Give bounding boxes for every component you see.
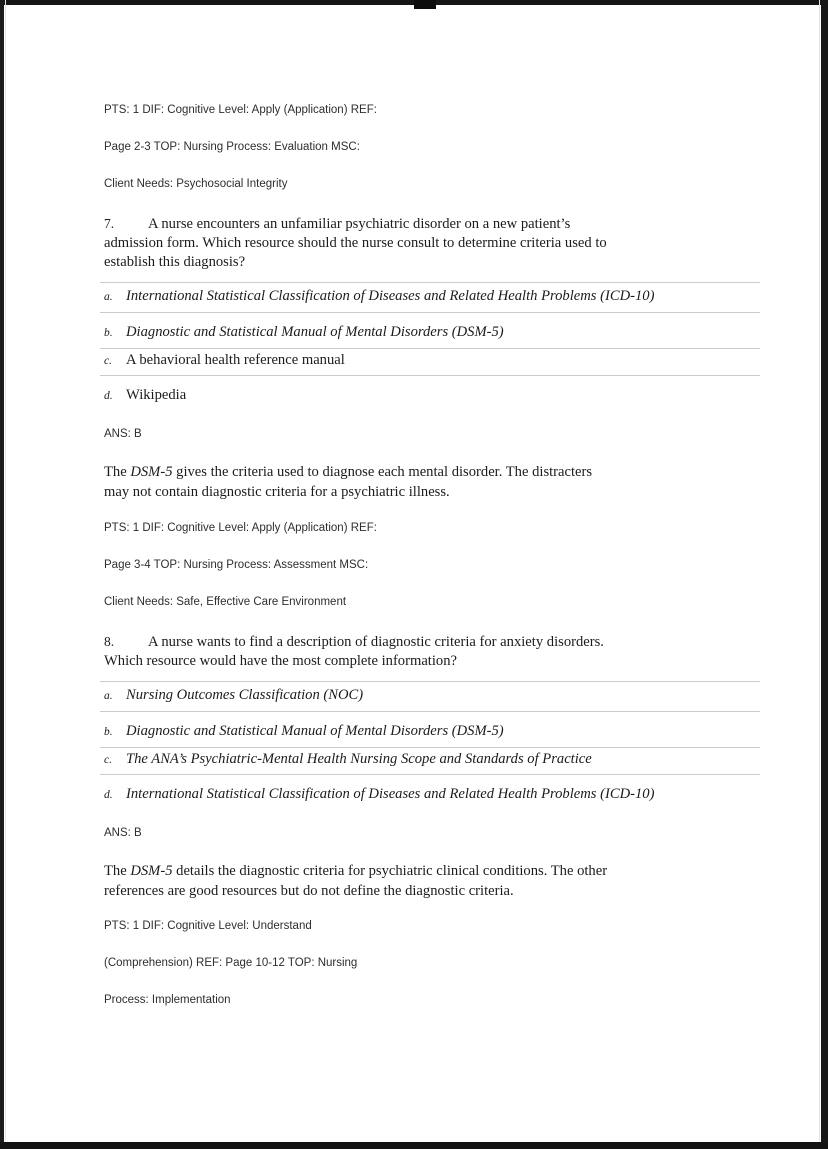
option-row [100, 349, 760, 376]
rationale-7-line1: The DSM-5 gives the criteria used to diagnose each mental disorder. The distracters [104, 464, 593, 480]
meta-page-line: Page 2-3 TOP: Nursing Process: Evaluation MSC: [104, 141, 360, 153]
frame-left-border [0, 0, 4, 1149]
option-letter: b. [104, 726, 113, 738]
question-8-number: 8. [104, 634, 115, 649]
question-7-line2: admission form. Which resource should the nurse consult to determine criteria used to [104, 235, 607, 251]
question-8 [104, 632, 760, 671]
meta-pts-line: PTS: 1 DIF: Cognitive Level: Understand [104, 920, 312, 932]
question-7-line3: establish this diagnosis? [104, 254, 246, 270]
meta-ref-line: (Comprehension) REF: Page 10-12 TOP: Nursing [104, 957, 358, 969]
option-text: International Statistical Classification of Diseases and Related Health Problems (ICD-10) [126, 288, 655, 304]
option-row [100, 681, 760, 712]
option-text: A behavioral health reference manual [126, 352, 345, 368]
option-text: Nursing Outcomes Classification (NOC) [126, 687, 364, 703]
frame-right-border [821, 0, 828, 1149]
question-8-line2: Which resource would have the most complete information? [104, 653, 457, 669]
rationale-7-line2: may not contain diagnostic criteria for a psychiatric illness. [104, 483, 450, 500]
question-8-line1: 8. A nurse wants to find a description of diagnostic criteria for anxiety disorders. [104, 634, 604, 650]
italic-term: DSM-5 [130, 863, 173, 879]
italic-term: DSM-5 [130, 464, 173, 480]
answer-line: ANS: B [104, 428, 142, 440]
frame-left-shade [5, 0, 6, 1149]
document-page [104, 103, 760, 1030]
question-7-line1: 7. A nurse encounters an unfamiliar psychiatric disorder on a new patient’s [104, 216, 571, 232]
rationale-8 [104, 862, 760, 901]
option-row [100, 385, 760, 406]
option-text: Diagnostic and Statistical Manual of Mental Disorders (DSM-5) [126, 324, 504, 340]
option-text: International Statistical Classification of Diseases and Related Health Problems (ICD-10) [126, 786, 655, 802]
frame-top-tab [414, 0, 436, 9]
meta-client-needs-line: Client Needs: Psychosocial Integrity [104, 178, 288, 190]
option-text: Diagnostic and Statistical Manual of Mental Disorders (DSM-5) [126, 723, 504, 739]
question-7-number: 7. [104, 216, 115, 231]
option-text: Wikipedia [126, 387, 187, 403]
meta-pts-line: PTS: 1 DIF: Cognitive Level: Apply (Application) REF: [104, 522, 377, 534]
option-text: The ANA’s Psychiatric-Mental Health Nursing Scope and Standards of Practice [126, 751, 592, 767]
meta-page-line: Page 3-4 TOP: Nursing Process: Assessment MSC: [104, 559, 369, 571]
question-8-options [100, 681, 760, 805]
option-letter: d. [104, 789, 113, 801]
rationale-7 [104, 463, 760, 502]
rationale-8-line1: The DSM-5 details the diagnostic criteria for psychiatric clinical conditions. The other [104, 863, 608, 879]
frame-bottom-bar [0, 1142, 828, 1149]
option-row [100, 784, 760, 805]
question-7 [104, 214, 760, 272]
option-row [100, 282, 760, 313]
answer-line: ANS: B [104, 827, 142, 839]
option-letter: c. [104, 355, 112, 367]
question-7-options [100, 282, 760, 406]
option-row [100, 722, 760, 748]
meta-pts-line: PTS: 1 DIF: Cognitive Level: Apply (Application) REF: [104, 104, 377, 116]
rationale-8-line2: references are good resources but do not define the diagnostic criteria. [104, 882, 514, 899]
option-letter: d. [104, 390, 113, 402]
option-letter: a. [104, 690, 113, 702]
meta-client-needs-line: Client Needs: Safe, Effective Care Environment [104, 596, 347, 608]
option-row [100, 323, 760, 349]
option-letter: c. [104, 754, 112, 766]
option-letter: b. [104, 327, 113, 339]
option-letter: a. [104, 291, 113, 303]
frame-right-shade [819, 0, 820, 1149]
meta-process-line: Process: Implementation [104, 994, 231, 1006]
option-row [100, 748, 760, 775]
